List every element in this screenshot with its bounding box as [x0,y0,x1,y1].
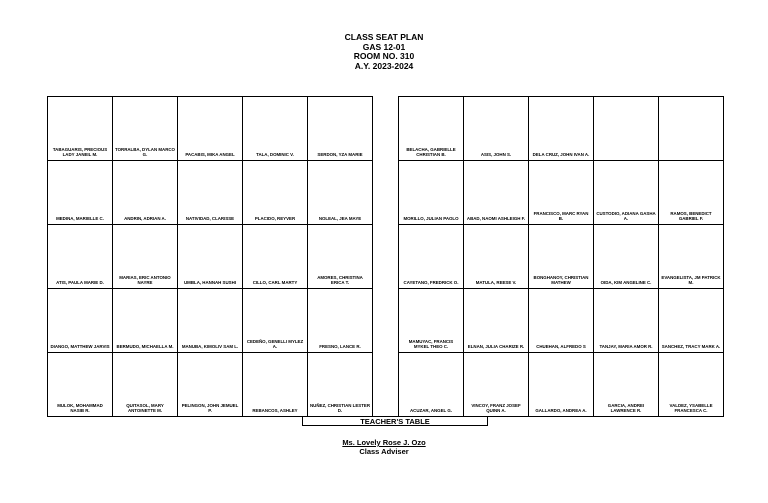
student-name: TABAGUARIS, PRECIOUS LADY JANEIL M. [52,147,108,157]
left-seat-grid [47,96,373,417]
student-name: DELA CRUZ, JOHN IVAN A. [532,152,590,157]
seat-cell [113,225,178,289]
seat-cell [178,97,243,161]
seat-cell [308,225,373,289]
seat-cell [113,353,178,417]
student-name: ASIS, JOHN S. [480,152,512,157]
student-name: NOLEAL, JEA MAYE [318,216,362,221]
adviser-name: Ms. Lovely Rose J. Ozo [342,438,426,447]
student-name: VALDEZ, YSABELLE FRANCESCA C. [669,403,713,413]
seat-plan-header [0,33,768,71]
seat-cell [48,289,113,353]
seat-cell [594,353,659,417]
seat-cell [464,225,529,289]
student-name: MANUBA, KIMOLIV SAM L. [181,344,239,349]
seat-cell [594,225,659,289]
student-name: CILLO, CARL MARTY [252,280,298,285]
student-name: TORRALBA, DYLAN MARCO G. [115,147,175,157]
student-name: NATIVIDAD, CLARISSE [185,216,235,221]
student-name: REBANCOS, ASHLEY [252,408,298,413]
seat-cell [529,161,594,225]
student-name: GALLARDO, ANDREA A. [535,408,587,413]
student-name: VINCOY, FRANZ JOSEF QUINN A. [471,403,521,413]
seat-cell [308,353,373,417]
student-name: MATULA, REESE V. [475,280,517,285]
student-name: MAMUYAC, FRANCIS MYKEL THEO C. [408,339,454,349]
seat-cell [399,161,464,225]
student-name: ABAD, NAOMI ASHLEIGH F. [466,216,526,221]
adviser-block [0,438,768,456]
seat-cell [243,161,308,225]
seat-cell [48,225,113,289]
student-name: PLACIDO, REYVER [254,216,296,221]
student-name: CAYETANO, FREDRICK O. [403,280,459,285]
seat-cell [529,97,594,161]
student-name: UMBLA, HANNAH SUSHI [184,280,236,285]
student-name: BERMUDO, MICHAELLA M. [116,344,174,349]
right-seat-grid [398,96,724,417]
student-name: OIDA, KIM ANGELINE C. [600,280,652,285]
student-name: ANDRIN, ADRIAN A. [124,216,166,221]
seat-cell [308,289,373,353]
student-name: AMORES, CHRISTINA ERICA T. [317,275,363,285]
adviser-role: Class Adviser [359,447,409,456]
student-name: MARIAS, ERIC ANTONIO NAYRE [119,275,171,285]
seat-cell [659,225,724,289]
seat-cell [594,161,659,225]
seat-cell [243,97,308,161]
teachers-table: TEACHER'S TABLE [302,416,488,426]
page-title: CLASS SEAT PLAN [344,32,424,42]
seat-cell [464,289,529,353]
seat-cell [529,289,594,353]
seat-cell [243,225,308,289]
student-name: QUITASOL, MARY ANTOINETTE M. [126,403,164,413]
student-name: TALA, DOMINIC V. [256,152,294,157]
seat-cell [464,353,529,417]
seat-cell [594,97,659,161]
seat-cell [659,353,724,417]
seat-cell [48,161,113,225]
seat-cell [113,289,178,353]
room-label: ROOM NO. 310 [353,51,415,61]
seat-cell [178,289,243,353]
seat-cell [594,289,659,353]
seat-cell [243,353,308,417]
seat-cell [113,161,178,225]
student-name: FRANCISCO, MARC RYAN B. [533,211,589,221]
student-name: MULOK, MOHAMMAD NASIB R. [57,403,103,413]
section-label: GAS 12-01 [362,41,406,52]
seat-cell [529,353,594,417]
student-name: DIANGO, MATTHEW JARVIS [50,344,110,349]
student-name: BELACHA, GABRIELLE CHRISTIAN B. [406,147,456,157]
student-name: TANJAY, MARIA AMOR R. [599,344,653,349]
seat-cell [399,97,464,161]
student-name: FRESNO, LANCE R. [319,344,361,349]
seat-cell [659,289,724,353]
student-name: BONGHANOY, CHRISTIAN MATHEW [533,275,589,285]
seat-cell [178,225,243,289]
seat-cell [399,289,464,353]
student-name: ELNAN, JULIA CHARIZE R. [467,344,525,349]
seat-cell [178,353,243,417]
student-name: PACABIS, MIKA ANGEL [185,152,235,157]
seat-cell [48,97,113,161]
seat-cell [178,161,243,225]
seat-cell [308,161,373,225]
student-name: GARCIA, ANDREI LAWRENCE R. [607,403,645,413]
student-name: RAMOS, BENEDICT GABRIEL F. [670,211,712,221]
seat-cell [464,161,529,225]
seat-cell [464,97,529,161]
student-name: EVANGELISTA, JM PATRICK M. [661,275,721,285]
student-name: CEDEÑO, GENELLI MYLEZ A. [246,339,304,349]
student-name: MEDINA, MARIELLE C. [56,216,104,221]
student-name: SANCHEZ, TRACY MARK A. [661,344,721,349]
seat-cell [399,225,464,289]
seat-cell [659,161,724,225]
seat-cell [243,289,308,353]
student-name: SERDON, YZA MARIE [317,152,363,157]
student-name: MORILLO, JULIAN PAOLO [403,216,459,221]
school-year-label: A.Y. 2023-2024 [354,60,414,71]
student-name: CUSTODIO, ADIANA GASHA A. [596,211,656,221]
seat-cell [659,97,724,161]
seat-cell [113,97,178,161]
seat-cell [529,225,594,289]
student-name: PELINGON, JOHN JEMUEL P. [181,403,239,413]
student-name: CHUEHAN, ALFREDO S [536,344,586,349]
seat-cell [308,97,373,161]
student-name: NUÑEZ, CHRISTIAN LESTER D. [310,403,371,413]
student-name: ACUZAR, ANGEL G. [410,408,452,413]
seat-cell [48,353,113,417]
seat-cell [399,353,464,417]
student-name: ATIS, PAULA MARIE D. [56,280,104,285]
